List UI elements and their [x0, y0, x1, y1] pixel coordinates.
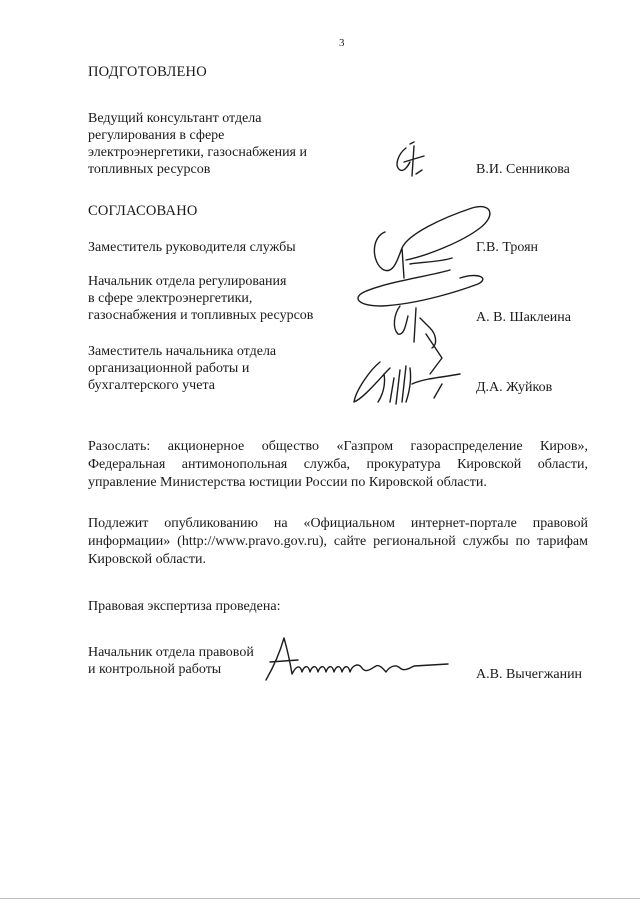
agreed-name-2: А. В. Шаклеина	[476, 310, 571, 325]
publication-text: Подлежит опубликованию на «Официальном интернет-портале правовой информации» (http://www.pravo.gov.ru), сайте региональной службы по тарифам Кировской области.	[88, 516, 588, 567]
agreed-position-line: Заместитель начальника отдела	[88, 344, 277, 359]
agreed-position-line: Начальник отдела регулирования	[88, 274, 287, 289]
signature-vychegzhanin	[262, 632, 452, 688]
legal-review-position-line: и контрольной работы	[88, 662, 222, 677]
prepared-position-line: топливных ресурсов	[88, 162, 211, 177]
agreed-position-line: организационной работы и	[88, 361, 250, 376]
agreed-position-3	[88, 343, 338, 394]
agreed-position-line: в сфере электроэнергетики,	[88, 291, 253, 306]
scan-edge-line	[0, 898, 640, 899]
signature-sennikova	[390, 140, 430, 185]
agreed-position-line: Заместитель руководителя службы	[88, 240, 296, 255]
agreed-name-1: Г.В. Троян	[476, 240, 539, 255]
prepared-position-line: регулирования в сфере	[88, 128, 225, 143]
signatures-agreed	[350, 198, 500, 418]
prepared-position-line: электроэнергетики, газоснабжения и	[88, 145, 307, 160]
prepared-position-line: Ведущий консультант отдела	[88, 111, 262, 126]
prepared-heading: ПОДГОТОВЛЕНО	[88, 64, 207, 80]
agreed-position-line: бухгалтерского учета	[88, 378, 215, 393]
agreed-name-3: Д.А. Жуйков	[476, 380, 553, 395]
prepared-name: В.И. Сенникова	[476, 162, 570, 177]
agreed-heading: СОГЛАСОВАНО	[88, 203, 198, 219]
legal-review-name: А.В. Вычегжанин	[476, 667, 583, 682]
legal-review-statement: Правовая экспертиза проведена:	[88, 599, 281, 614]
distribution-text: Разослать: акционерное общество «Газпром газораспределение Киров», Федеральная антимонопольная служба, прокуратура Кировской области, управление Министерства юстиции России по Кировской области.	[88, 439, 588, 490]
legal-review-position-line: Начальник отдела правовой	[88, 645, 254, 660]
agreed-position-1	[88, 239, 338, 256]
agreed-position-2	[88, 273, 338, 324]
prepared-position	[88, 110, 338, 178]
agreed-position-line: газоснабжения и топливных ресурсов	[88, 308, 314, 323]
page-number: 3	[339, 37, 345, 49]
